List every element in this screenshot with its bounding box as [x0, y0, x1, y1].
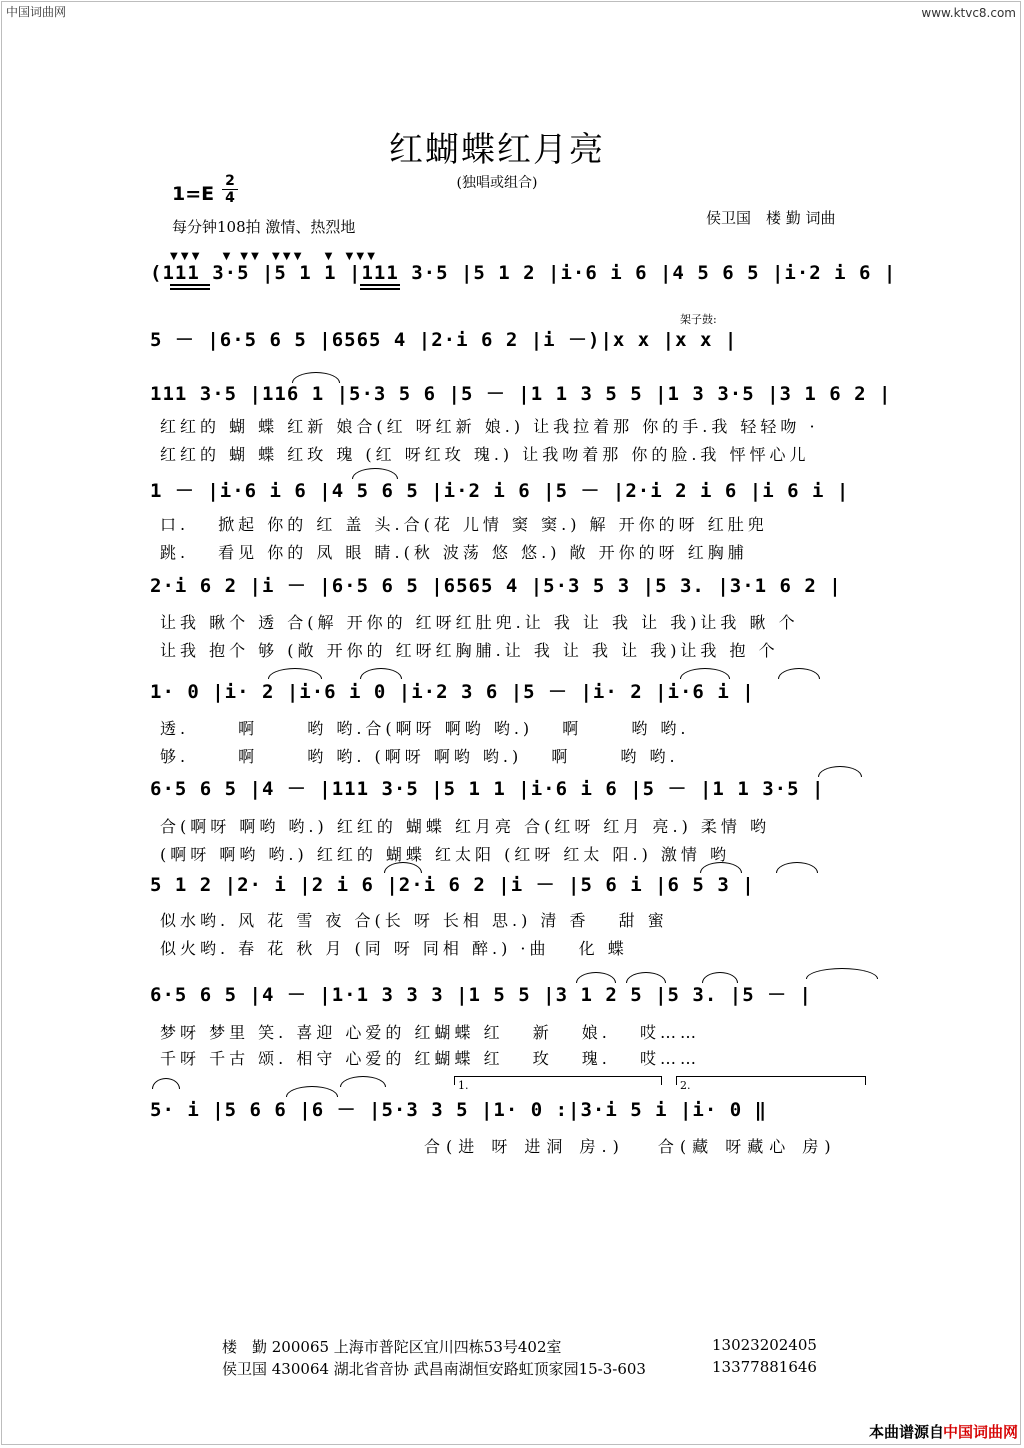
source-brand: 中国词曲网	[942, 1423, 1018, 1441]
lyric-line: 跳. 看见 你的 凤 眼 睛.(秋 波荡 悠 悠.) 敞 开你的呀 红胸脯	[160, 543, 748, 562]
lyric-line: (啊呀 啊哟 哟.) 红红的 蝴蝶 红太阳 (红呀 红太 阳.) 激情 哟	[160, 845, 731, 864]
time-signature	[222, 174, 238, 205]
lyric-line: 让我 瞅个 透 合(解 开你的 红呀红肚兜.让 我 让 我 让 我)让我 瞅 个	[160, 613, 799, 632]
contact-address: 楼 勤 200065 上海市普陀区宜川四栋53号402室	[222, 1338, 562, 1356]
score-row-7	[150, 775, 880, 803]
volta-2	[676, 1076, 866, 1085]
lyric-line: 够. 啊 哟 哟. (啊呀 啊哟 哟.) 啊 哟 哟.	[160, 747, 679, 766]
meter-top: 2	[225, 173, 235, 189]
notation-line: 6·5 6 5 |4 － |1·1 3 3 3 |1 5 5 |3 1 2 5 |5 3. |5 － |	[150, 984, 812, 1006]
lyric-line: 让我 抱个 够 (敞 开你的 红呀红胸脯.让 我 让 我 让 我)让我 抱 个	[160, 641, 779, 660]
score-row-6	[150, 678, 880, 706]
score-row-9	[150, 981, 880, 1009]
lyric-line: 合(进 呀 进洞 房.) 合(藏 呀藏心 房)	[424, 1137, 837, 1156]
tempo-marking: 每分钟108拍 激情、热烈地	[172, 218, 356, 236]
volta-2-label: 2.	[680, 1079, 691, 1092]
lyric-line: 透. 啊 哟 哟.合(啊呀 啊哟 哟.) 啊 哟 哟.	[160, 719, 690, 738]
site-url: www.ktvc8.com	[921, 6, 1016, 20]
meter-bottom: 4	[225, 190, 235, 206]
accent-marks: ▼ ▼ ▼ ▼ ▼ ▼ ▼ ▼ ▼ ▼ ▼ ▼ ▼	[170, 251, 375, 262]
notation-line: 6·5 6 5 |4 － |111 3·5 |5 1 1 |i·6 i 6 |5 － |1 1 3·5 |	[150, 778, 825, 800]
key-signature: 1=E	[172, 183, 215, 205]
score-row-3	[150, 380, 892, 408]
notation-line: (111 3·5 |5 1 1 |111 3·5 |5 1 2 |i·6 i 6 |4 5 6 5 |i·2 i 6 |	[150, 262, 897, 284]
source-label: 本曲谱源自	[868, 1423, 944, 1441]
notation-line: 2·i 6 2 |i － |6·5 6 5 |6565 4 |5·3 5 3 |5 3. |3·1 6 2 |	[150, 575, 842, 597]
song-subtitle: (独唱或组合)	[456, 175, 538, 191]
score-row-10	[150, 1096, 880, 1124]
contact-phone: 13377881646	[712, 1358, 817, 1376]
lyric-line: 口. 掀起 你的 红 盖 头.合(花 儿情 窦 窦.) 解 开你的呀 红肚兜	[160, 515, 768, 534]
contact-line-2	[222, 1358, 817, 1379]
lyric-line: 似火哟. 春 花 秋 月 (同 呀 同相 醉.) ·曲 化 蝶	[160, 939, 628, 958]
lyric-line: 合(啊呀 啊哟 哟.) 红红的 蝴蝶 红月亮 合(红呀 红月 亮.) 柔情 哟	[160, 817, 771, 836]
lyric-line: 红红的 蝴 蝶 红玫 瑰 (红 呀红玫 瑰.) 让我吻着那 你的脸.我 怦怦心儿	[160, 445, 810, 464]
score-row-8	[150, 871, 880, 899]
notation-line: 111 3·5 |116 1 |5·3 5 6 |5 － |1 1 3 5 5 |1 3 3·5 |3 1 6 2 |	[150, 383, 892, 405]
contact-line-1	[222, 1336, 817, 1357]
contact-address: 侯卫国 430064 湖北省音协 武昌南湖恒安路虹顶家园15-3-603	[222, 1360, 646, 1378]
lyric-line: 红红的 蝴 蝶 红新 娘合(红 呀红新 娘.) 让我拉着那 你的手.我 轻轻吻 ·	[160, 417, 819, 436]
notation-line: 5· i |5 6 6 |6 － |5·3 3 5 |1· 0 :|3·i 5 i |i· 0 ‖	[150, 1099, 768, 1121]
notation-line: 1· 0 |i· 2 |i·6 i 0 |i·2 3 6 |5 － |i· 2 |i·6 i |	[150, 681, 755, 703]
score-row-2	[150, 326, 880, 354]
drum-note: 架子鼓:	[680, 313, 717, 326]
lyric-line: 梦呀 梦里 笑. 喜迎 心爱的 红蝴蝶 红 新 娘. 哎……	[160, 1023, 700, 1042]
contact-phone: 13023202405	[712, 1336, 817, 1354]
score-row-4	[150, 477, 880, 505]
volta-1	[454, 1076, 662, 1085]
volta-1-label: 1.	[458, 1079, 469, 1092]
authors: 侯卫国 楼 勤 词曲	[706, 209, 836, 227]
song-title: 红蝴蝶红月亮	[389, 130, 605, 170]
notation-line: 5 1 2 |2· i |2 i 6 |2·i 6 2 |i － |5 6 i |6 5 3 |	[150, 874, 755, 896]
site-label-left: 中国词曲网	[6, 5, 67, 19]
notation-line: 1 － |i·6 i 6 |4 5 6 5 |i·2 i 6 |5 － |2·i 2 i 6 |i 6 i |	[150, 480, 850, 502]
lyric-line: 千呀 千古 颂. 相守 心爱的 红蝴蝶 红 玫 瑰. 哎……	[160, 1049, 700, 1068]
notation-line: 5 － |6·5 6 5 |6565 4 |2·i 6 2 |i －)|x x |x x |	[150, 329, 738, 351]
score-row-1	[150, 259, 897, 287]
score-row-5	[150, 572, 880, 600]
lyric-line: 似水哟. 风 花 雪 夜 合(长 呀 长相 思.) 清 香 甜 蜜	[160, 911, 668, 930]
